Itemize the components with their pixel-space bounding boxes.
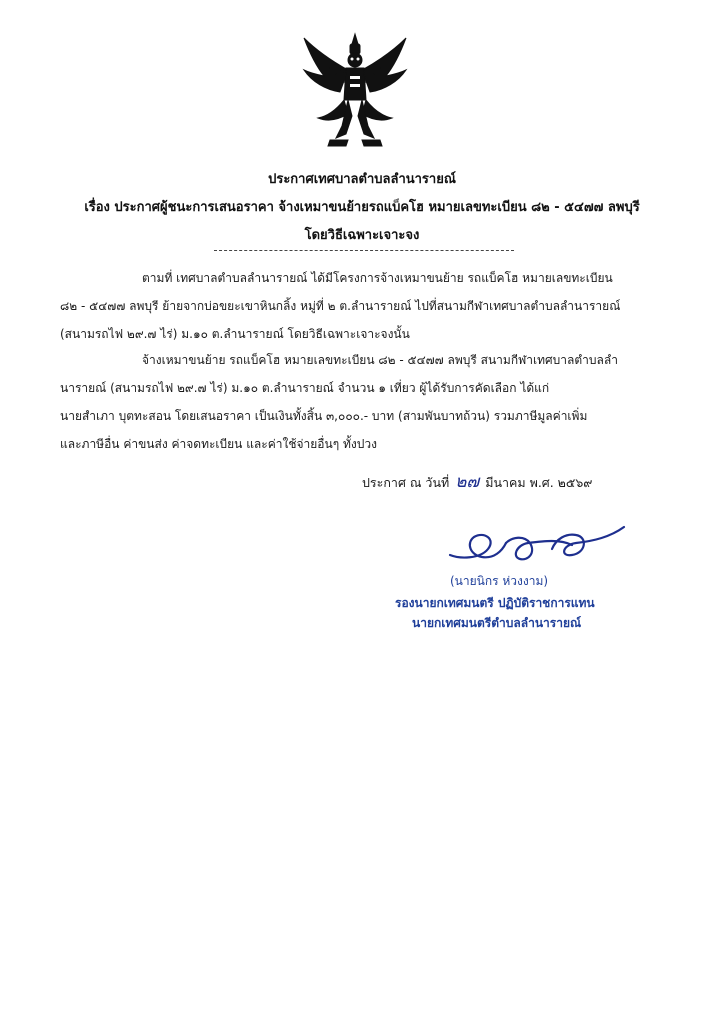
signer-position-title: นายกเทศมนตรีตำบลลำนารายณ์ xyxy=(412,616,582,630)
paragraph-line: (สนามรถไฟ ๒๙.๗ ไร่) ม.๑๐ ต.ลำนารายณ์ โดยวิธีเฉพาะเจาะจงนั้น xyxy=(60,327,410,341)
paragraph-award xyxy=(60,346,670,458)
document-subject: เรื่อง ประกาศผู้ชนะการเสนอราคา จ้างเหมาขนย้ายรถแบ็คโฮ หมายเลขทะเบียน ๘๒ - ๕๔๗๗ ลพบุรี xyxy=(84,200,640,215)
handwritten-day: ๒๗ xyxy=(455,472,480,492)
paragraph-line: นายสำเภา บุตทะสอน โดยเสนอราคา เป็นเงินทั้งสิ้น ๓,๐๐๐.- บาท (สามพันบาทถ้วน) รวมภาษีมูลค่าเพิ่ม xyxy=(60,409,588,423)
paragraph-line: ตามที่ เทศบาลตำบลลำนารายณ์ ได้มีโครงการจ้างเหมาขนย้าย รถแบ็คโฮ หมายเลขทะเบียน xyxy=(142,271,613,285)
handwritten-signature xyxy=(440,515,630,575)
paragraph-line: นารายณ์ (สนามรถไฟ ๒๙.๗ ไร่) ม.๑๐ ต.ลำนารายณ์ จำนวน ๑ เที่ยว ผู้ได้รับการคัดเลือก ได้แก่ xyxy=(60,381,550,395)
paragraph-line: จ้างเหมาขนย้าย รถแบ็คโฮ หมายเลขทะเบียน ๘๒ - ๕๔๗๗ ลพบุรี สนามกีฬาเทศบาลตำบลลำ xyxy=(142,353,618,367)
announcement-date xyxy=(362,468,592,495)
announcement-prefix: ประกาศ ณ วันที่ xyxy=(362,475,450,490)
paragraph-line: และภาษีอื่น ค่าขนส่ง ค่าจดทะเบียน และค่าใช้จ่ายอื่นๆ ทั้งปวง xyxy=(60,437,377,451)
procurement-method: โดยวิธีเฉพาะเจาะจง xyxy=(304,228,420,243)
garuda-emblem-icon xyxy=(300,30,410,150)
paragraph-line: ๘๒ - ๕๔๗๗ ลพบุรี ย้ายจากบ่อขยะเขาหินกลิ้ง หมู่ที่ ๒ ต.ลำนารายณ์ ไปที่สนามกีฬาเทศบาลตำบลลำนารายณ์ xyxy=(60,299,621,313)
paragraph-background xyxy=(60,264,670,348)
dashed-divider xyxy=(214,250,514,251)
signer-position: รองนายกเทศมนตรี ปฏิบัติราชการแทน xyxy=(395,596,595,610)
announcement-month-year: มีนาคม พ.ศ. ๒๕๖๙ xyxy=(485,475,593,490)
signer-name: (นายนิกร ห่วงงาม) xyxy=(450,574,549,588)
document-title: ประกาศเทศบาลตำบลลำนารายณ์ xyxy=(268,172,456,187)
